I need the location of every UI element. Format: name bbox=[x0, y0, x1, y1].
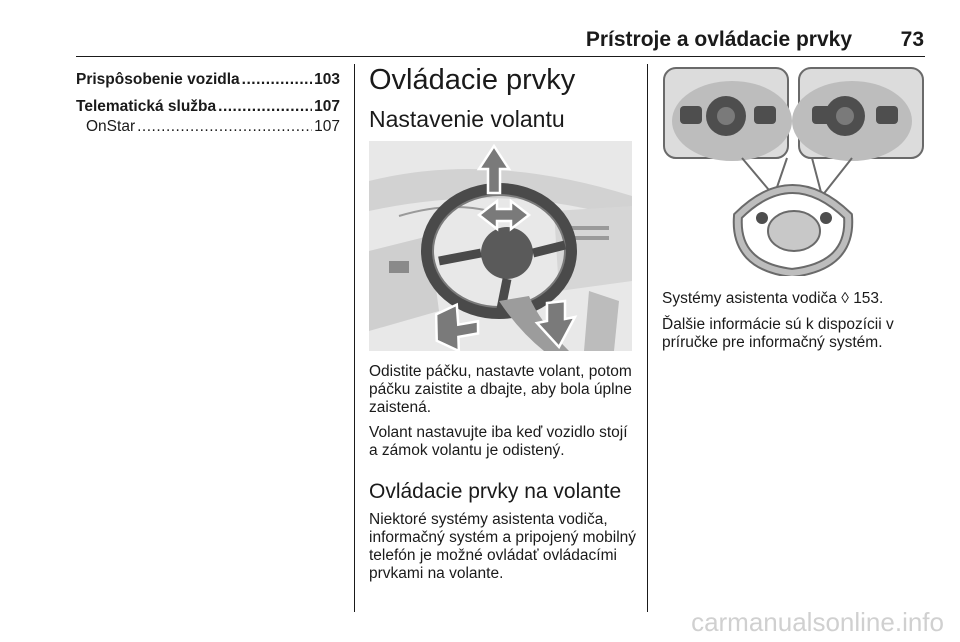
toc-leader bbox=[242, 70, 312, 90]
watermark: carmanualsonline.info bbox=[691, 607, 944, 637]
paragraph-info-system: Ďalšie informácie sú k dispozícii v príručke pre informačný systém. bbox=[662, 316, 894, 351]
toc-page: 107 bbox=[314, 98, 340, 115]
subsection-title-steering-adjust: Nastavenie volantu bbox=[369, 106, 565, 132]
steering-adjust-illustration bbox=[369, 141, 632, 351]
toc-leader bbox=[218, 97, 312, 117]
toc-label: OnStar bbox=[86, 118, 136, 135]
steering-wheel-drawing bbox=[369, 141, 632, 351]
toc-label: Telematická služba bbox=[76, 98, 217, 115]
column-divider bbox=[647, 64, 648, 612]
paragraph-assist-reference bbox=[662, 290, 922, 308]
toc-label: Prispôsobenie vozidla bbox=[76, 71, 240, 88]
toc-leader bbox=[137, 117, 312, 137]
steering-controls-illustration bbox=[662, 66, 925, 276]
toc bbox=[76, 70, 340, 144]
toc-page: 107 bbox=[314, 118, 340, 135]
header-title: Prístroje a ovládacie prvky bbox=[585, 28, 852, 51]
steering-controls-drawing bbox=[662, 66, 925, 276]
header-rule bbox=[76, 56, 925, 57]
page-number: 73 bbox=[900, 28, 924, 51]
toc-row[interactable] bbox=[76, 97, 340, 117]
column-divider bbox=[354, 64, 355, 612]
subsection-title-wheel-controls: Ovládacie prvky na volante bbox=[369, 480, 622, 503]
section-title: Ovládacie prvky bbox=[369, 64, 576, 96]
paragraph-adjust-warning: Volant nastavujte iba keď vozidlo stojí a zámok volantu je odistený. bbox=[369, 424, 628, 459]
paragraph-adjust-instructions: Odistite páčku, nastavte volant, potom páčku zaistite a dbajte, aby bola úplne zaistená. bbox=[369, 363, 632, 416]
ref-symbol-icon: ◊ bbox=[841, 290, 849, 307]
toc-page: 103 bbox=[314, 71, 340, 88]
ref-text: Systémy asistenta vodiča bbox=[662, 290, 837, 307]
toc-row[interactable] bbox=[76, 70, 340, 90]
paragraph-wheel-controls: Niektoré systémy asistenta vodiča, informačný systém a pripojený mobilný telefón je možné ovládať ovládacími prvkami na volante. bbox=[369, 511, 637, 582]
ref-page-link[interactable]: 153. bbox=[853, 290, 884, 307]
toc-row[interactable] bbox=[76, 117, 340, 137]
